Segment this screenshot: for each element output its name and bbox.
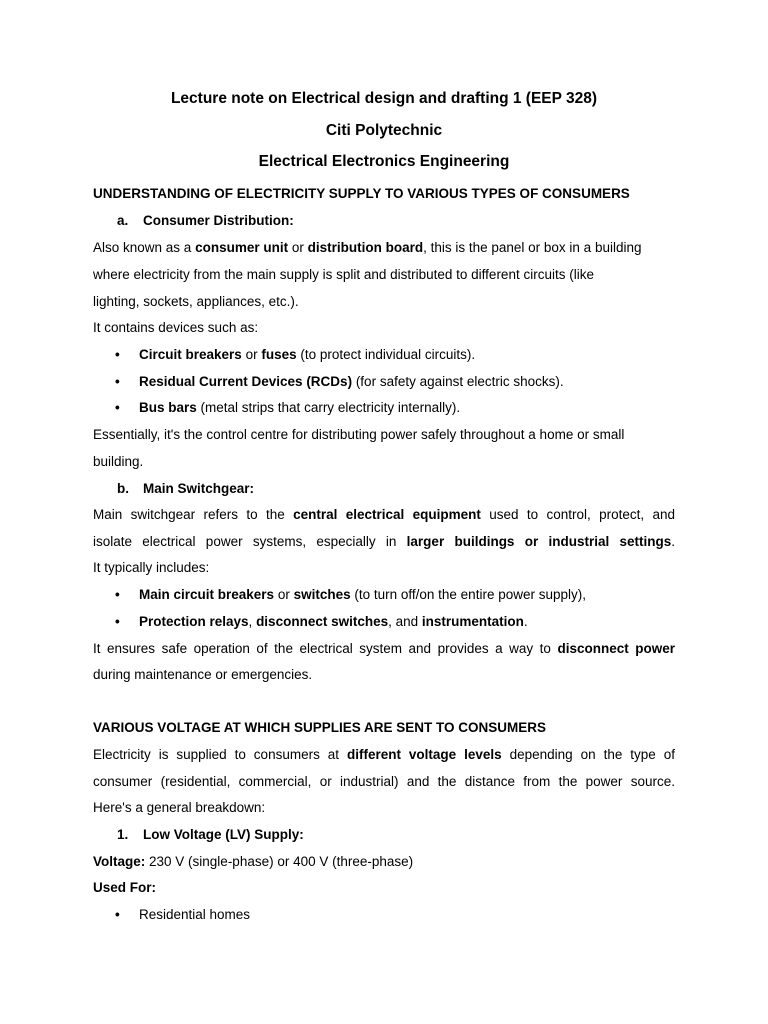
voltage-line <box>93 853 675 870</box>
list-item <box>115 613 675 630</box>
subheading-main-switchgear <box>117 480 699 497</box>
subheading-text: Low Voltage (LV) Supply: <box>143 827 304 842</box>
bullet-icon: • <box>115 400 120 415</box>
paragraph-line: during maintenance or emergencies. <box>93 667 313 682</box>
text-run: Electricity is supplied to consumers at <box>93 747 347 762</box>
text-run: 230 V (single-phase) or 400 V (three-phase) <box>145 854 414 869</box>
text-run: used to control, protect, and <box>480 507 675 522</box>
text-run: depending on the type of <box>501 747 675 762</box>
paragraph-line: It typically includes: <box>93 560 210 575</box>
bold-term: Bus bars <box>139 400 197 415</box>
list-item <box>115 346 675 363</box>
bullet-icon: • <box>115 907 120 922</box>
text-run: (for safety against electric shocks). <box>352 374 564 389</box>
bold-term: central electrical equipment <box>293 507 481 522</box>
text-run: (metal strips that carry electricity internally). <box>196 400 461 415</box>
paragraph-line: lighting, sockets, appliances, etc.). <box>93 294 299 309</box>
subheading-text: Main Switchgear: <box>143 481 255 496</box>
paragraph-line: consumer (residential, commercial, or industrial) and the distance from the power source. <box>93 774 675 789</box>
text-run: Residential homes <box>139 907 251 922</box>
bold-term: Residual Current Devices (RCDs) <box>139 374 353 389</box>
bold-term: Used For: <box>93 880 157 895</box>
text-run: It ensures safe operation of the electrical system and provides a way to <box>93 641 558 656</box>
bold-term: Voltage: <box>93 854 146 869</box>
institution-name: Citi Polytechnic <box>325 122 443 139</box>
section-heading-supply: UNDERSTANDING OF ELECTRICITY SUPPLY TO VARIOUS TYPES OF CONSUMERS <box>93 186 630 201</box>
bullet-icon: • <box>115 614 120 629</box>
bold-term: distribution board <box>307 240 424 255</box>
list-item <box>115 906 675 923</box>
bold-term: switches <box>293 587 351 602</box>
bold-term: Main circuit breakers <box>139 587 275 602</box>
text-run: (to turn off/on the entire power supply), <box>350 587 586 602</box>
list-marker: 1. <box>117 827 129 842</box>
paragraph-line <box>93 506 675 523</box>
bold-term: fuses <box>261 347 297 362</box>
text-run: , <box>248 614 257 629</box>
bullet-icon: • <box>115 347 120 362</box>
text-run: . <box>671 534 676 549</box>
text-run: , this is the panel or box in a building <box>423 240 642 255</box>
list-item <box>115 586 675 603</box>
list-marker: a. <box>117 213 129 228</box>
paragraph-line <box>93 533 675 550</box>
bold-term: Circuit breakers <box>139 347 242 362</box>
paragraph-line: building. <box>93 454 144 469</box>
list-marker: b. <box>117 481 129 496</box>
text-run: , and <box>388 614 422 629</box>
list-item <box>115 373 675 390</box>
subheading-consumer-distribution <box>117 212 699 229</box>
text-run: or <box>274 587 294 602</box>
document-title: Lecture note on Electrical design and drafting 1 (EEP 328) <box>170 90 598 107</box>
bold-term: larger buildings or industrial settings <box>406 534 672 549</box>
bold-term: instrumentation <box>421 614 524 629</box>
list-item <box>115 399 675 416</box>
bullet-icon: • <box>115 374 120 389</box>
bold-term: Protection relays <box>139 614 249 629</box>
paragraph-line <box>93 746 675 763</box>
used-for-label <box>93 879 675 896</box>
subheading-low-voltage <box>117 826 699 843</box>
paragraph-line <box>93 239 675 256</box>
subheading-text: Consumer Distribution: <box>143 213 294 228</box>
text-run: Also known as a <box>93 240 196 255</box>
section-heading-voltage: VARIOUS VOLTAGE AT WHICH SUPPLIES ARE SENT TO CONSUMERS <box>93 720 547 735</box>
bold-term: consumer unit <box>195 240 289 255</box>
paragraph-line: where electricity from the main supply is split and distributed to different circuits (like <box>93 267 594 282</box>
bold-term: different voltage levels <box>346 747 502 762</box>
text-run: or <box>241 347 262 362</box>
bold-term: disconnect switches <box>256 614 389 629</box>
text-run: isolate electrical power systems, especially in <box>93 534 407 549</box>
paragraph-line: Essentially, it's the control centre for distributing power safely throughout a home or small <box>93 427 625 442</box>
text-run: . <box>523 614 528 629</box>
paragraph-line <box>93 640 675 657</box>
bold-term: disconnect power <box>557 641 675 656</box>
paragraph-line: Here's a general breakdown: <box>93 800 266 815</box>
text-run: Main switchgear refers to the <box>93 507 294 522</box>
text-run: or <box>288 240 308 255</box>
text-run: (to protect individual circuits). <box>296 347 476 362</box>
bullet-icon: • <box>115 587 120 602</box>
paragraph-line: It contains devices such as: <box>93 320 259 335</box>
department-name: Electrical Electronics Engineering <box>258 153 510 170</box>
